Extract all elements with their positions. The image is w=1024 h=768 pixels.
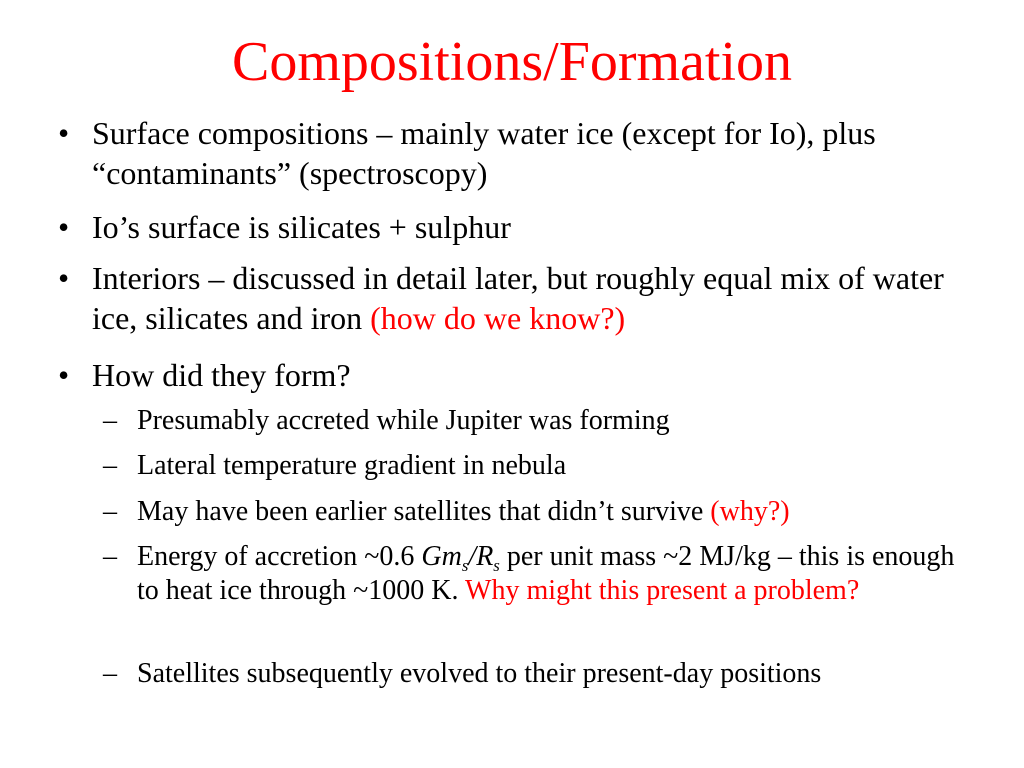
bullet-item	[58, 207, 978, 247]
bullet-item	[58, 355, 978, 395]
subbullet-text: Presumably accreted while Jupiter was forming	[137, 405, 670, 436]
bullet-marker: •	[58, 357, 70, 393]
bullet-item	[58, 113, 978, 193]
bullet-text: Surface compositions – mainly water ice (except for Io), plus “contaminants” (spectroscopy)	[92, 115, 876, 191]
bullet-marker: •	[58, 260, 70, 296]
dash-marker: –	[103, 541, 117, 572]
bullet-highlight: (how do we know?)	[370, 300, 626, 336]
subbullet-text: Lateral temperature gradient in nebula	[137, 450, 567, 481]
bullet-item	[58, 258, 978, 338]
subbullet-item	[103, 449, 983, 483]
subbullet-text: May have been earlier satellites that didn’t survive	[137, 496, 711, 527]
subbullet-item	[103, 540, 983, 608]
slide-title: Compositions/Formation	[231, 31, 793, 93]
formula-sub-s: s	[493, 555, 500, 575]
bullet-text: How did they form?	[92, 357, 351, 393]
bullet-text: Interiors – discussed in detail later, but roughly equal mix of water ice, silicates and iron	[92, 260, 944, 336]
dash-marker: –	[103, 496, 117, 527]
formula-var-gm: Gm	[421, 541, 462, 572]
subbullet-text: Satellites subsequently evolved to their present-day positions	[137, 658, 822, 689]
subbullet-item	[103, 495, 983, 529]
subbullet-text-post: per unit mass ~2 MJ/kg – this is enough to heat ice through ~1000 K.	[137, 541, 955, 606]
dash-marker: –	[103, 405, 117, 436]
subbullet-highlight: (why?)	[710, 496, 790, 527]
formula-sub-s: s	[461, 555, 469, 575]
bullet-text: Io’s surface is silicates + sulphur	[92, 209, 511, 245]
formula-var-r: R	[476, 541, 494, 572]
subbullet-highlight: Why might this present a problem?	[465, 575, 860, 606]
bullet-marker: •	[58, 115, 70, 151]
subbullet-text-pre: Energy of accretion ~0.6	[137, 541, 422, 572]
bullet-marker: •	[58, 209, 70, 245]
dash-marker: –	[103, 450, 117, 481]
subbullet-item	[103, 657, 983, 691]
formula-slash: /	[468, 541, 477, 572]
dash-marker: –	[103, 658, 117, 689]
subbullet-item	[103, 404, 983, 438]
